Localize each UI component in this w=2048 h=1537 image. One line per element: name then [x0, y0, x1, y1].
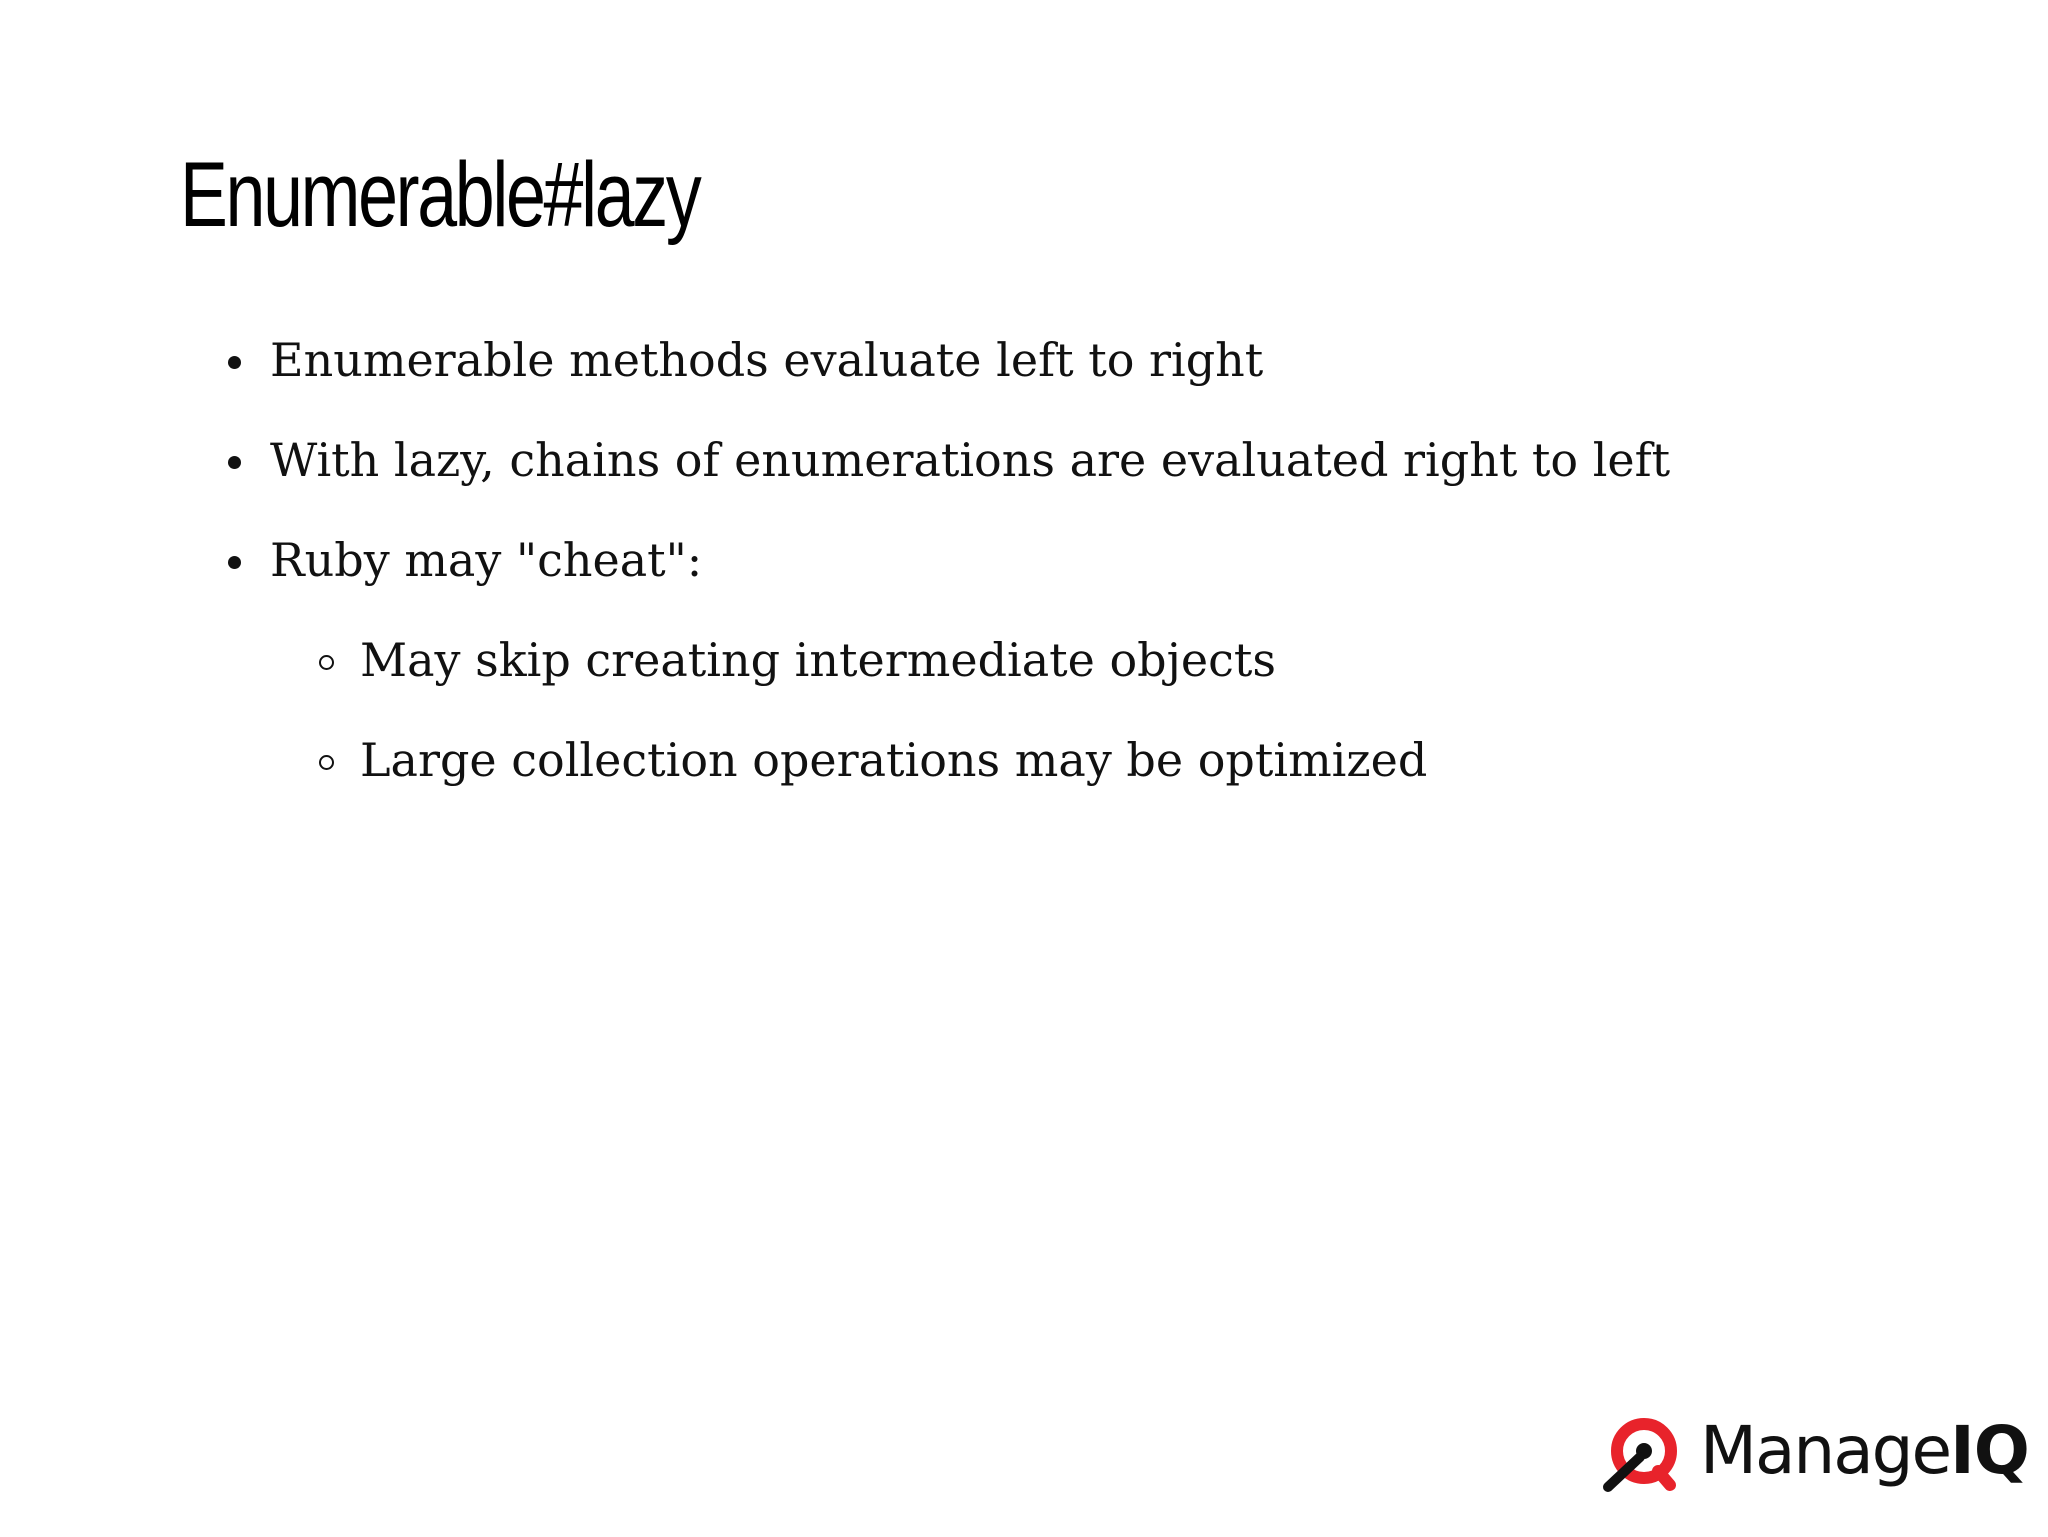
slide-title: Enumerable#lazy — [180, 144, 700, 246]
hollow-bullet-icon — [319, 755, 334, 770]
bullet-item — [270, 330, 1670, 430]
bullet-item — [270, 530, 1670, 630]
bullet-dot-icon — [228, 456, 241, 469]
bullet-list — [270, 330, 1670, 630]
manageiq-logo — [1600, 1405, 2029, 1515]
bullet-item — [270, 430, 1670, 530]
sub-bullet-text: May skip creating intermediate objects — [360, 633, 1276, 687]
logo-word-light: Manage — [1700, 1412, 1951, 1489]
bullet-dot-icon — [228, 356, 241, 369]
bullet-dot-icon — [228, 556, 241, 569]
sub-bullet-list — [360, 630, 1427, 830]
logo-wordmark — [1700, 1411, 2029, 1491]
manageiq-logo-icon — [1600, 1415, 1680, 1495]
sub-bullet-text: Large collection operations may be optimized — [360, 733, 1428, 787]
sub-bullet-item — [360, 730, 1427, 830]
sub-bullet-item — [360, 630, 1427, 730]
bullet-text: Ruby may "cheat": — [270, 533, 703, 587]
bullet-text: Enumerable methods evaluate left to right — [270, 333, 1264, 387]
bullet-text: With lazy, chains of enumerations are evaluated right to left — [270, 433, 1671, 487]
logo-word-strong: IQ — [1950, 1412, 2029, 1489]
hollow-bullet-icon — [319, 655, 334, 670]
